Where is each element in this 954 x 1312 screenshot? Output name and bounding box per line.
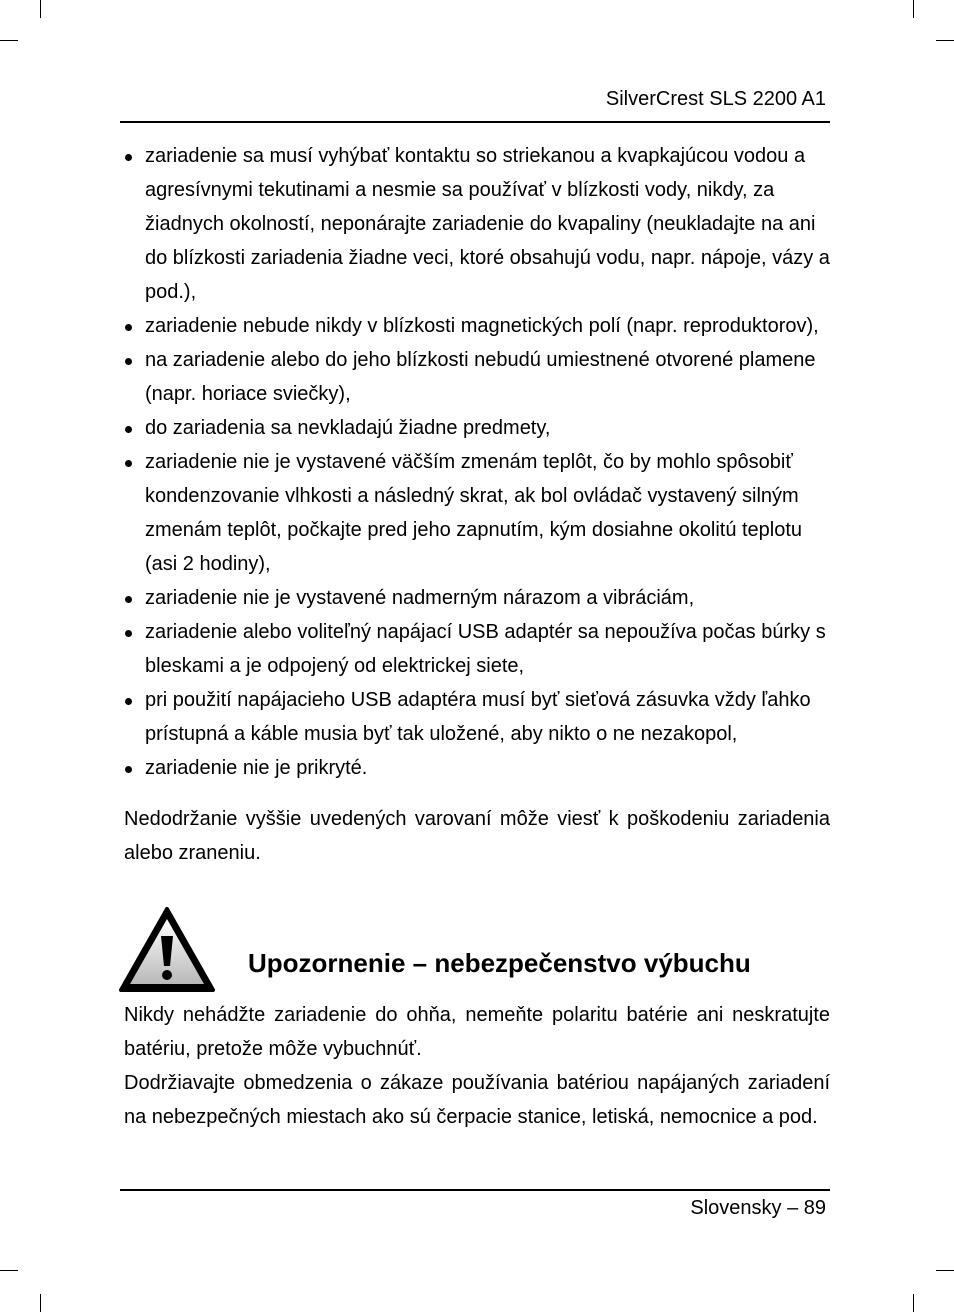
list-item-text: na zariadenie alebo do jeho blízkosti nebudú umiestnené otvorené plamene (napr. horiace sviečky), [145,349,816,405]
warning-paragraph: Dodržiavajte obmedzenia o zákaze používania batériou napájaných zariadení na nebezpečných miestach ako sú čerpacie stanice, letiská, nemocnice a pod. [124,1072,830,1128]
header-rule [120,121,830,123]
crop-mark [936,40,954,41]
list-item [124,411,830,445]
crop-mark [40,0,41,18]
list-item [124,343,830,411]
list-item [124,139,830,309]
list-item-text: zariadenie nie je vystavené nadmerným nárazom a vibráciám, [145,587,695,609]
list-item-text: pri použití napájacieho USB adaptéra musí byť sieťová zásuvka vždy ľahko prístupná a káble musia byť tak uložené, aby nikto o ne nezakopol, [145,689,811,745]
bullet-list [124,139,830,785]
list-item-text: zariadenie nie je prikryté. [145,757,368,779]
bullet-icon [125,596,132,603]
crop-mark [936,1270,954,1271]
list-item-text: zariadenie nebude nikdy v blízkosti magnetických polí (napr. reproduktorov), [145,315,819,337]
list-item [124,581,830,615]
spacer [124,785,830,802]
list-item [124,445,830,581]
list-item [124,615,830,683]
crop-mark [0,40,18,41]
crop-mark [913,1294,914,1312]
bullet-icon [125,324,132,331]
list-item-text: zariadenie nie je vystavené väčším zmenám teplôt, čo by mohlo spôsobiť kondenzovanie vlhkosti a následný skrat, ak bol ovládač vystavený silným zmenám teplôt, počkajte pred jeho zapnutím, kým dosiahne okolitú teplotu (asi 2 hodiny), [145,451,803,575]
warning-heading-row [124,906,830,998]
bullet-icon [125,358,132,365]
bullet-icon [125,698,132,705]
document-header-title: SilverCrest SLS 2200 A1 [605,88,826,110]
list-item [124,683,830,751]
footer-rule [120,1189,830,1191]
list-item [124,751,830,785]
list-item [124,309,830,343]
list-item-text: do zariadenia sa nevkladajú žiadne predmety, [145,417,551,439]
bullet-icon [125,426,132,433]
list-item-text: zariadenie sa musí vyhýbať kontaktu so striekanou a kvapkajúcou vodou a agresívnymi tekutinami a nesmie sa používať v blízkosti vody, nikdy, za žiadnych okolností, neponárajte zariadenie do kvapaliny (neukladajte na ani do blízkosti zariadenia žiadne veci, ktoré obsahujú vodu, napr. nápoje, vázy a pod.), [145,145,830,303]
warning-paragraph: Nikdy nehádžte zariadenie do ohňa, nemeňte polaritu batérie ani neskratujte batériu, pretože môže vybuchnúť. [124,1004,830,1060]
list-item-text: zariadenie alebo voliteľný napájací USB adaptér sa nepoužíva počas búrky s bleskami a je odpojený od elektrickej siete, [145,621,826,677]
crop-mark [0,1270,18,1271]
warning-triangle-icon [118,906,216,994]
crop-mark [40,1294,41,1312]
page-content [124,139,830,1134]
bullet-icon [125,460,132,467]
bullet-icon [125,766,132,773]
warning-summary-paragraph: Nedodržanie vyššie uvedených varovaní môže viesť k poškodeniu zariadenia alebo zraneniu. [124,808,830,864]
crop-mark [913,0,914,18]
warning-title: Upozornenie – nebezpečenstvo výbuchu [248,948,751,978]
page-number-label: Slovensky – 89 [690,1197,826,1219]
bullet-icon [125,154,132,161]
bullet-icon [125,630,132,637]
